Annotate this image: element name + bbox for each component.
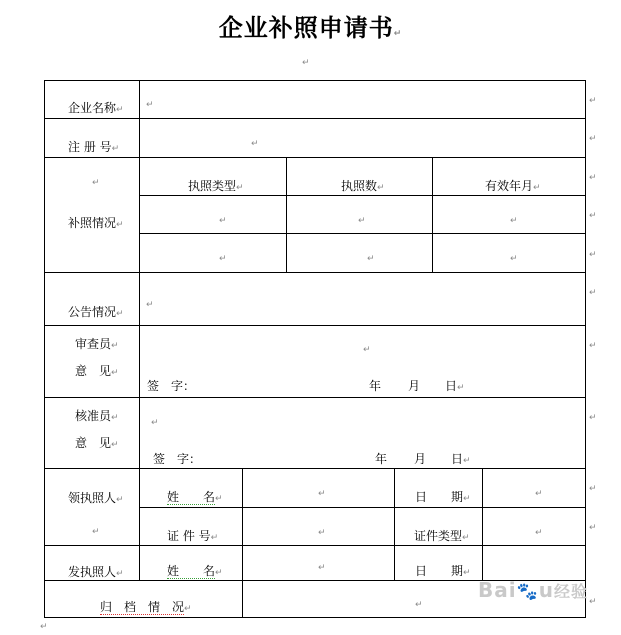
paragraph-mark: ↵ [40, 622, 48, 632]
table-line [44, 80, 45, 618]
cell-license-count-1: ↵ [358, 216, 366, 226]
document-title: 企业补照申请书↵ [218, 14, 403, 42]
label-issuer-date: 日 期↵ [415, 564, 471, 578]
table-line [286, 157, 287, 273]
paragraph-mark: ↵ [589, 341, 597, 351]
table-line [139, 195, 586, 196]
paragraph-mark: ↵ [589, 134, 597, 144]
table-line [139, 507, 586, 508]
paragraph-mark: ↵ [589, 484, 597, 494]
cell-license-count-2: ↵ [367, 254, 375, 264]
label-receiver-name: 姓 名↵ [167, 490, 223, 504]
table-line [44, 325, 586, 326]
paragraph-mark: ↵ [589, 96, 597, 106]
cell-id-type: ↵ [535, 528, 543, 538]
approver-signature: 签 字： [153, 452, 202, 466]
table-line [585, 80, 586, 618]
header-valid-ym: 有效年月↵ [485, 179, 541, 193]
table-line [44, 157, 586, 158]
label-reviewer-opinion: 意 见↵ [75, 364, 119, 378]
table-line [482, 468, 483, 581]
cell-reviewer-opinion: ↵ [363, 345, 371, 355]
paragraph-mark: ↵ [92, 178, 100, 188]
paragraph-mark: ↵ [92, 527, 100, 537]
label-company-name: 企业名称↵ [68, 101, 124, 115]
header-license-type: 执照类型↵ [188, 179, 244, 193]
reviewer-signature: 签 字： [147, 379, 196, 393]
cell-id-no: ↵ [318, 528, 326, 538]
approver-day: 日↵ [451, 452, 471, 466]
table-line [44, 468, 586, 469]
label-receiver: 领执照人↵ [68, 491, 124, 505]
table-line [394, 468, 395, 581]
label-approver-opinion: 意 见↵ [75, 436, 119, 450]
label-id-no: 证 件 号↵ [167, 529, 219, 543]
label-archive: 归 档 情 况↵ [100, 600, 192, 614]
cell-issuer-name: ↵ [318, 563, 326, 573]
paragraph-mark: ↵ [589, 173, 597, 183]
cell-receiver-name: ↵ [318, 489, 326, 499]
table-line [242, 468, 243, 618]
cell-receiver-date: ↵ [535, 489, 543, 499]
cell-approver-opinion: ↵ [151, 418, 159, 428]
cell-notice-value: ↵ [146, 300, 154, 310]
approver-month: 月 [414, 452, 427, 466]
paragraph-mark: ↵ [589, 250, 597, 260]
cell-reg-no-value: ↵ [251, 139, 259, 149]
paragraph-mark: ↵ [589, 523, 597, 533]
baidu-watermark: Bai🐾u经验 [478, 578, 589, 602]
label-receiver-date: 日 期↵ [415, 490, 471, 504]
reviewer-year: 年 [369, 379, 382, 393]
table-line [44, 272, 586, 273]
paragraph-mark: ↵ [589, 413, 597, 423]
cell-valid-ym-2: ↵ [510, 254, 518, 264]
table-line [44, 617, 586, 618]
table-line [44, 397, 586, 398]
label-id-type: 证件类型↵ [414, 529, 470, 543]
paragraph-mark: ↵ [589, 597, 597, 607]
cell-company-name-value: ↵ [146, 100, 154, 110]
table-line [432, 157, 433, 273]
paragraph-mark: ↵ [589, 211, 597, 221]
cell-valid-ym-1: ↵ [510, 216, 518, 226]
cell-archive-value: ↵ [415, 600, 423, 610]
table-line [44, 545, 586, 546]
label-reviewer: 审查员↵ [75, 337, 119, 351]
paragraph-mark: ↵ [589, 288, 597, 298]
label-issuer-name: 姓 名↵ [167, 564, 223, 578]
reviewer-day: 日↵ [445, 379, 465, 393]
table-line [44, 118, 586, 119]
cell-license-type-1: ↵ [219, 216, 227, 226]
paragraph-mark: ↵ [302, 58, 310, 68]
label-issuer: 发执照人↵ [68, 565, 124, 579]
table-line [44, 80, 586, 81]
approver-year: 年 [375, 452, 388, 466]
label-reg-no: 注 册 号↵ [68, 140, 120, 154]
table-line [139, 233, 586, 234]
reviewer-month: 月 [408, 379, 421, 393]
label-approver: 核准员↵ [75, 409, 119, 423]
label-notice: 公告情况↵ [68, 305, 124, 319]
table-line [139, 80, 140, 581]
label-reissue: 补照情况↵ [68, 216, 124, 230]
paw-icon: 🐾 [516, 582, 539, 602]
cell-license-type-2: ↵ [219, 254, 227, 264]
header-license-count: 执照数↵ [341, 179, 385, 193]
